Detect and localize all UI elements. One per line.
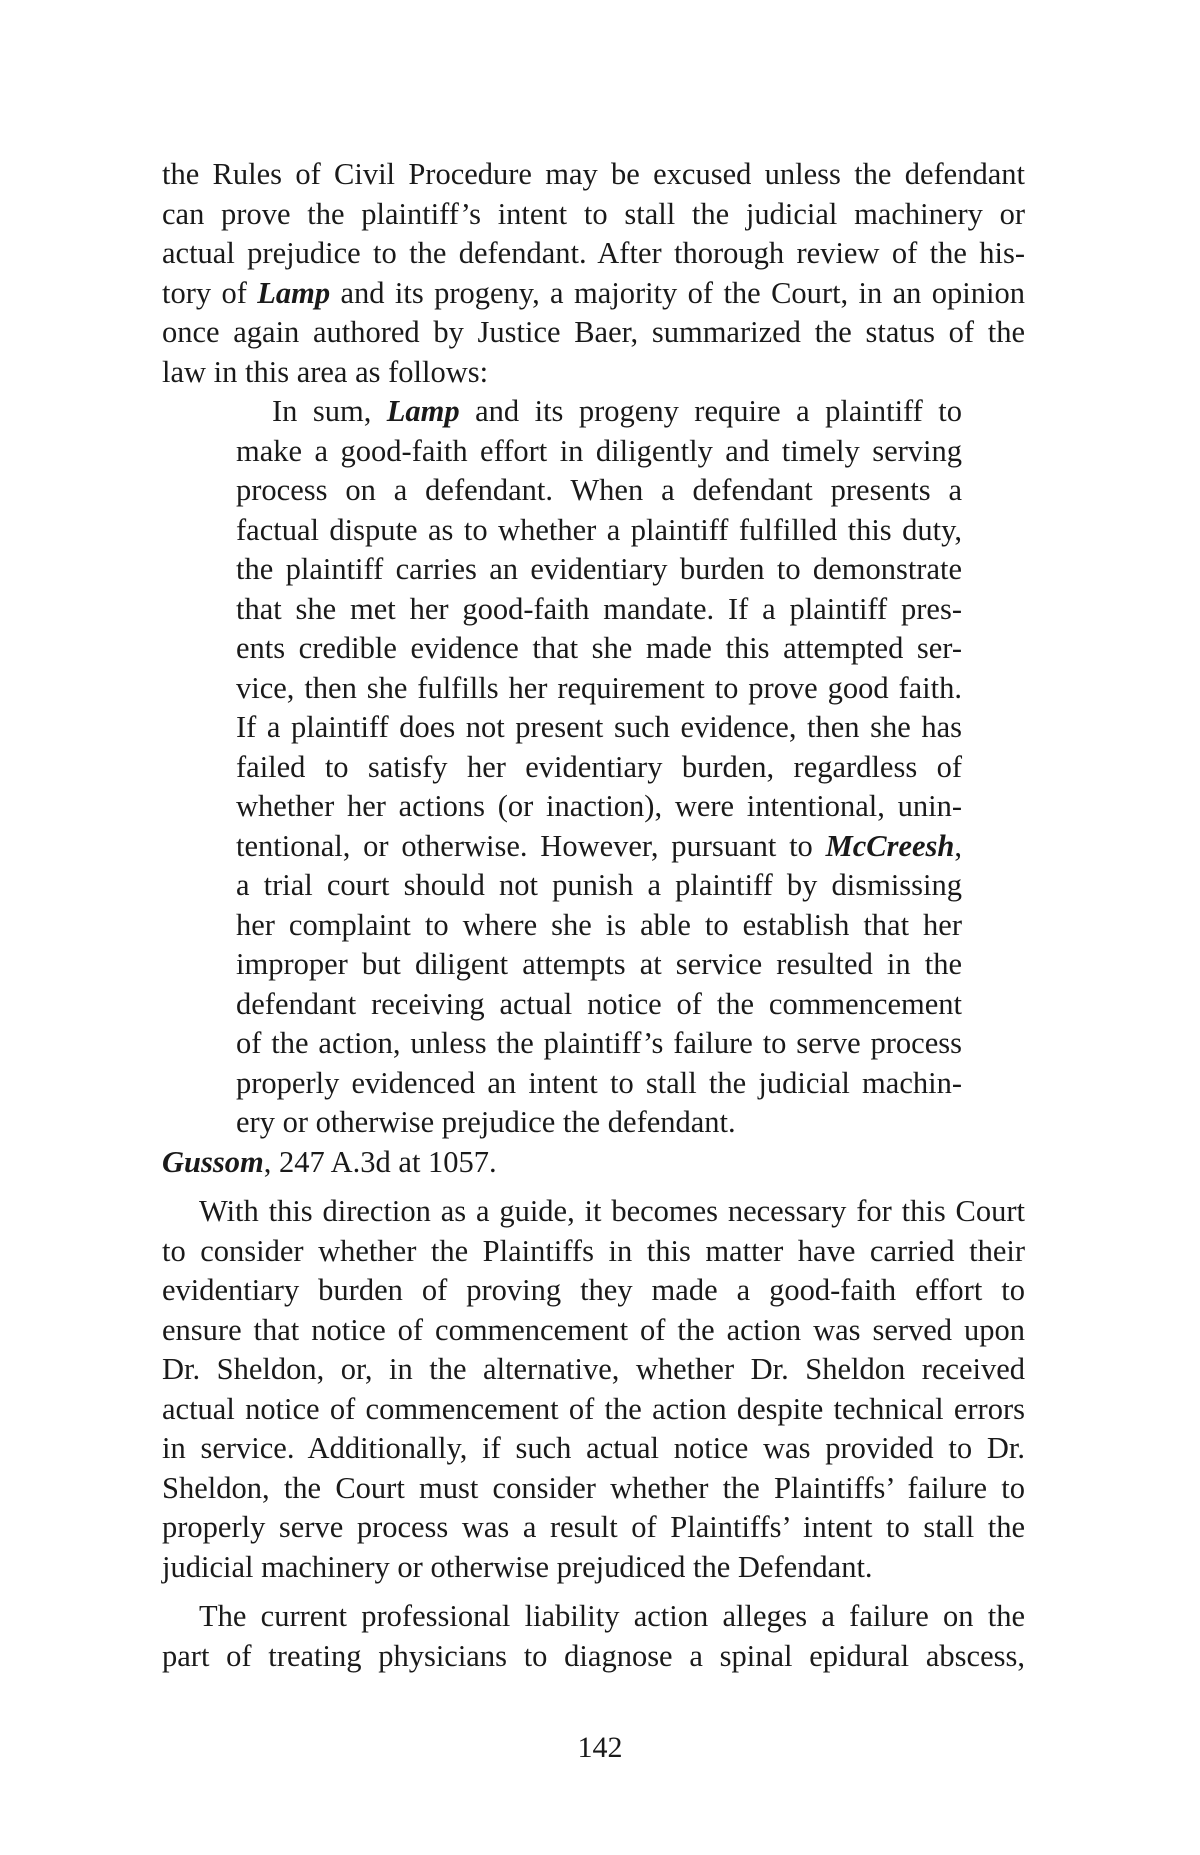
text-line: The current professional liability action alleges a failure on the — [199, 1599, 1025, 1633]
text-line: evidentiary burden of proving they made a good-faith effort to — [162, 1273, 1025, 1307]
text-line: the Rules of Civil Procedure may be excused unless the defendant — [162, 157, 1025, 191]
citation-reference: , 247 A.3d at 1057. — [263, 1144, 497, 1179]
text-line: process on a defendant. When a defendant presents a — [236, 473, 962, 507]
text-line: actual prejudice to the defendant. After thorough review of the his- — [162, 236, 1025, 270]
text-line: vice, then she fulfills her requirement to prove good faith. — [236, 670, 962, 705]
paragraph-analysis — [162, 1192, 1025, 1587]
text-line — [162, 1143, 1025, 1183]
text-line: factual dispute as to whether a plaintiff fulfilled this duty, — [236, 512, 962, 547]
text-line: Sheldon, the Court must consider whether the Plaintiffs’ failure to — [162, 1470, 1025, 1505]
text-line: defendant receiving actual notice of the commencement — [236, 986, 962, 1021]
case-name-lamp: Lamp — [257, 275, 331, 310]
text-line: her complaint to where she is able to establish that her — [236, 907, 962, 942]
text-line — [162, 274, 1025, 314]
case-name-mccreesh: McCreesh — [825, 828, 955, 863]
paragraph-facts — [162, 1597, 1025, 1676]
text-line: improper but diligent attempts at service resulted in the — [236, 947, 962, 981]
paragraph-intro — [162, 155, 1025, 392]
text-line: whether her actions (or inaction), were intentional, unin- — [236, 789, 962, 823]
text-line: that she met her good-faith mandate. If a plaintiff pres- — [236, 591, 962, 626]
text-run: and its progeny, a majority of the Court, in an opinion — [330, 275, 1025, 310]
text-line: ents credible evidence that she made this attempted ser- — [236, 631, 962, 665]
page-body — [162, 155, 1025, 1676]
page-number: 142 — [577, 1731, 623, 1764]
text-line: properly serve process was a result of Plaintiffs’ intent to stall the — [162, 1510, 1025, 1544]
text-line: make a good-faith effort in diligently and timely serving — [236, 433, 962, 468]
text-line — [236, 392, 962, 432]
text-run: In sum, — [272, 394, 387, 428]
text-line: in service. Additionally, if such actual notice was provided to Dr. — [162, 1431, 1025, 1465]
text-line: With this direction as a guide, it becomes necessary for this Court — [199, 1194, 1025, 1228]
text-line: Dr. Sheldon, or, in the alternative, whether Dr. Sheldon received — [162, 1352, 1025, 1386]
text-run: tory of — [162, 275, 258, 310]
block-quote — [236, 392, 962, 1143]
text-line: ery or otherwise prejudice the defendant. — [236, 1105, 736, 1139]
text-run: , — [954, 828, 962, 863]
text-run: and its progeny require a plaintiff to — [459, 394, 962, 428]
text-run: tentional, or otherwise. However, pursuant to — [236, 828, 826, 863]
text-line: of the action, unless the plaintiff’s failure to serve process — [236, 1026, 962, 1060]
text-line: once again authored by Justice Baer, summarized the status of the — [162, 315, 1025, 349]
text-line: properly evidenced an intent to stall the judicial machin- — [236, 1065, 962, 1100]
text-line: failed to satisfy her evidentiary burden, regardless of — [236, 749, 962, 784]
text-line: the plaintiff carries an evidentiary burden to demonstrate — [236, 552, 962, 586]
text-line: to consider whether the Plaintiffs in this matter have carried their — [162, 1233, 1025, 1268]
text-line: judicial machinery or otherwise prejudiced the Defendant. — [162, 1549, 873, 1584]
case-name-gussom: Gussom — [162, 1144, 264, 1179]
text-line: part of treating physicians to diagnose a spinal epidural abscess, — [162, 1638, 1025, 1673]
text-line — [236, 827, 962, 867]
text-line: ensure that notice of commencement of the action was served upon — [162, 1312, 1025, 1347]
text-line: a trial court should not punish a plaintiff by dismissing — [236, 868, 962, 902]
text-line: If a plaintiff does not present such evidence, then she has — [236, 710, 962, 744]
citation — [162, 1143, 1025, 1183]
text-line: law in this area as follows: — [162, 354, 489, 389]
text-line: actual notice of commencement of the action despite technical errors — [162, 1391, 1025, 1426]
text-line: can prove the plaintiff’s intent to stall the judicial machinery or — [162, 196, 1025, 231]
case-name-lamp: Lamp — [386, 394, 460, 428]
